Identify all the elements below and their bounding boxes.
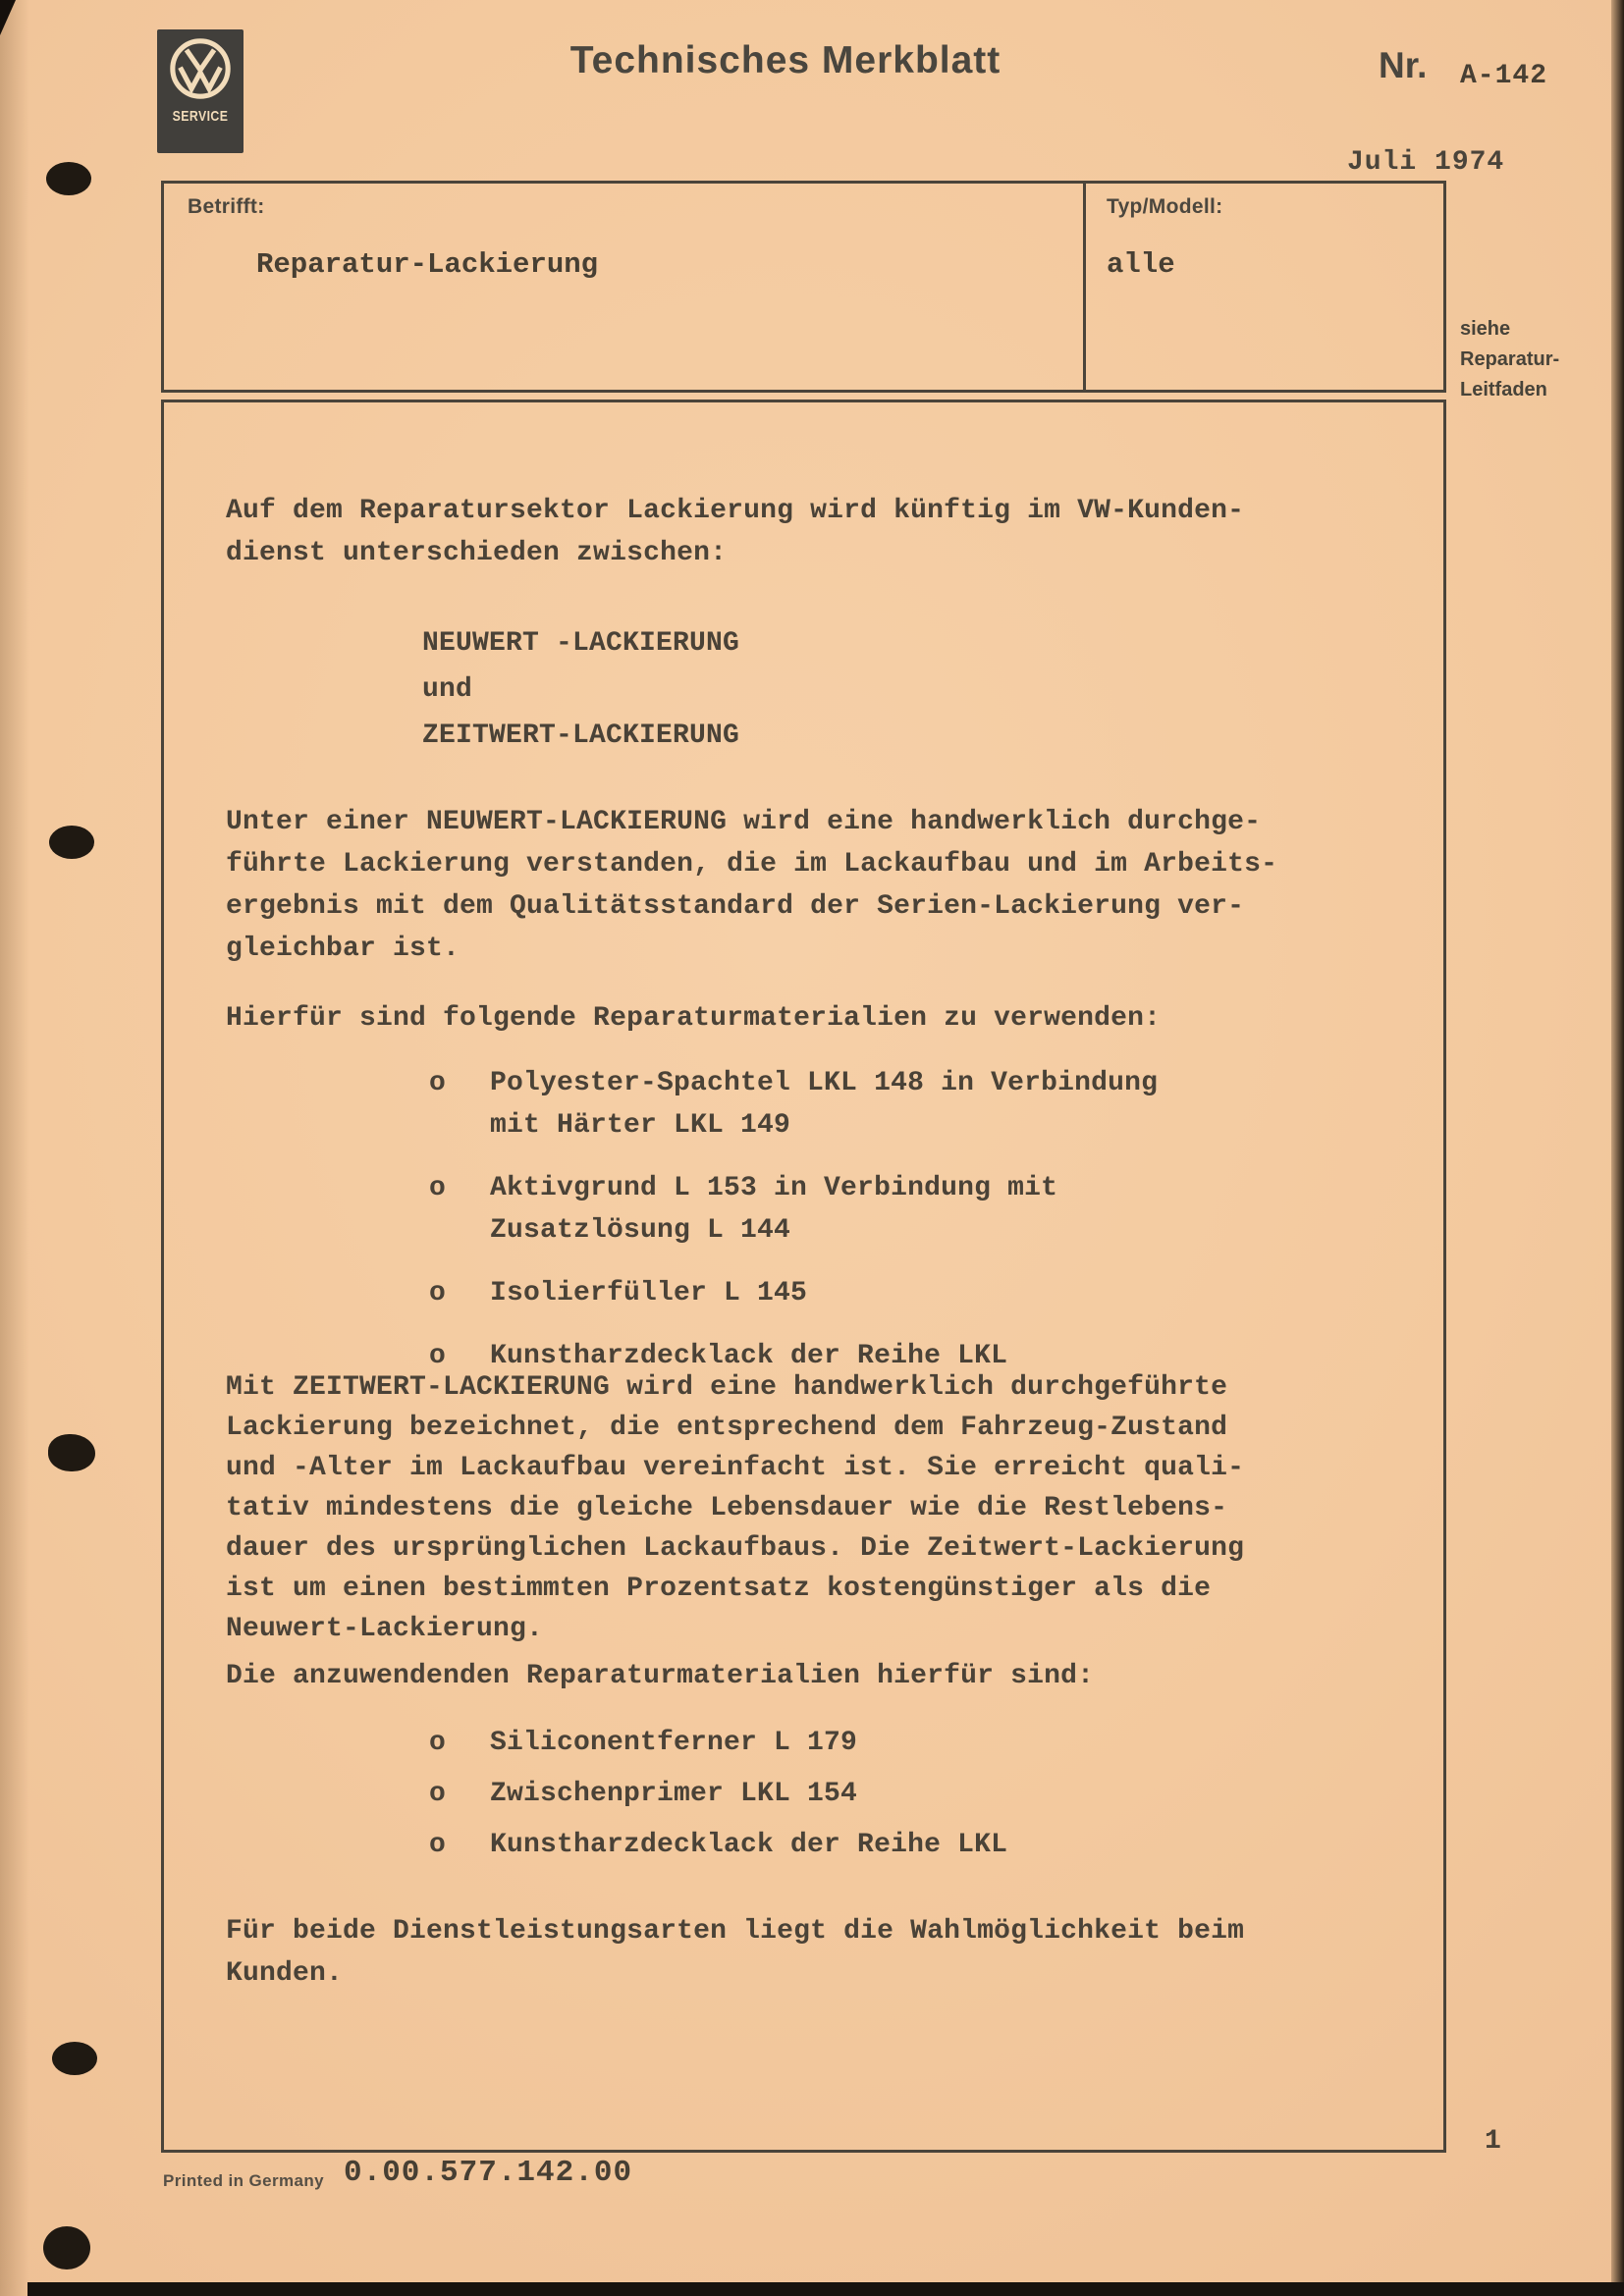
list-item-lines [490,1278,807,1320]
list-item [429,1173,1158,1257]
text-line: Zusatzlösung L 144 [490,1215,791,1246]
bullet-marker: o [429,1068,447,1098]
list-item [429,1278,1158,1320]
logo-service-label: SERVICE [172,108,229,125]
text-line: Leitfaden [1460,379,1547,400]
material-list-1 [429,1068,1158,1404]
bullet-marker: o [429,1341,447,1371]
text-line: führte Lackierung verstanden, die im Lackaufbau und im Arbeits- [226,849,1278,880]
bulletin-number: A-142 [1460,61,1548,91]
issue-date: Juli 1974 [1347,147,1505,178]
text-line: Mit ZEITWERT-LACKIERUNG wird eine handwerklich durchgeführte [226,1372,1228,1403]
paragraph-zeitwert [226,1372,1244,1654]
box-divider [1083,184,1086,390]
material-list-2 [429,1728,1007,1881]
text-line: Aktivgrund L 153 in Verbindung mit [490,1173,1058,1203]
text-line: gleichbar ist. [226,934,460,964]
punch-hole [46,162,91,195]
text-line: Neuwert-Lackierung. [226,1614,544,1644]
punch-hole [48,1434,95,1471]
text-line: mit Härter LKL 149 [490,1110,791,1141]
list-item [429,1068,1158,1152]
paragraph-intro [226,496,1244,580]
list-item [429,1779,1007,1821]
text-line: Siliconentferner L 179 [490,1728,858,1758]
list-item-lines [490,1728,857,1770]
list-item-lines [490,1068,1158,1152]
bullet-marker: o [429,1830,447,1860]
text-line: und -Alter im Lackaufbau vereinfacht ist. Sie erreicht quali- [226,1453,1245,1483]
paragraph-neuwert [226,807,1277,976]
text-line: tativ mindestens die gleiche Lebensdauer wie die Restlebens- [226,1493,1228,1523]
text-line: Isolierfüller L 145 [490,1278,808,1308]
list-item [429,1830,1007,1872]
betrifft-label: Betrifft: [188,195,265,218]
text-line: ist um einen bestimmten Prozentsatz kostengünstiger als die [226,1574,1212,1604]
page-title: Technisches Merkblatt [569,39,1001,81]
text-line: Kunstharzdecklack der Reihe LKL [490,1830,1008,1860]
bullet-marker: o [429,1173,447,1203]
scan-edge-shadow-left [0,0,29,2296]
text-line: siehe [1460,318,1511,340]
bullet-marker: o [429,1728,447,1758]
scan-corner-mark [0,0,16,35]
paragraph-closing [226,1916,1244,2001]
vw-roundel-icon [169,37,232,100]
text-line: dienst unterschieden zwischen: [226,538,728,568]
vw-service-logo [157,29,244,153]
text-line: Unter einer NEUWERT-LACKIERUNG wird eine handwerklich durchge- [226,807,1262,837]
typ-modell-label: Typ/Modell: [1107,195,1223,218]
printed-in-germany-label: Printed in Germany [163,2171,325,2190]
order-number: 0.00.577.142.00 [344,2156,633,2190]
punch-hole [49,826,94,859]
punch-hole [52,2042,97,2075]
text-line: Reparatur- [1460,348,1560,370]
subject-box [161,181,1446,393]
page-number: 1 [1485,2126,1501,2157]
list-item-lines [490,1779,857,1821]
text-line: ergebnis mit dem Qualitätsstandard der Serien-Lackierung ver- [226,891,1245,922]
nr-label: Nr. [1379,45,1428,85]
text-line: Polyester-Spachtel LKL 148 in Verbindung [490,1068,1159,1098]
text-line: Für beide Dienstleistungsarten liegt die Wahlmöglichkeit beim [226,1916,1245,1947]
punch-hole [43,2226,90,2269]
text-line: ZEITWERT-LACKIERUNG [422,721,740,751]
text-line: Lackierung bezeichnet, die entsprechend dem Fahrzeug-Zustand [226,1413,1228,1443]
text-line: NEUWERT -LACKIERUNG [422,628,740,659]
text-line: Zwischenprimer LKL 154 [490,1779,858,1809]
betrifft-value: Reparatur-Lackierung [256,248,599,281]
list-item-lines [490,1173,1057,1257]
paragraph-materials-intro-2: Die anzuwendenden Reparaturmaterialien hierfür sind: [226,1661,1095,1691]
paragraph-materials-intro: Hierfür sind folgende Reparaturmaterialien zu verwenden: [226,1003,1162,1034]
text-line: Auf dem Reparatursektor Lackierung wird künftig im VW-Kunden- [226,496,1245,526]
text-line: Kunstharzdecklack der Reihe LKL [490,1341,1008,1371]
text-line: und [422,674,473,705]
text-line: dauer des ursprünglichen Lackaufbaus. Die Zeitwert-Lackierung [226,1533,1245,1564]
bullet-marker: o [429,1278,447,1308]
term-list [422,628,739,767]
side-note [1460,314,1617,405]
text-line: Kunden. [226,1958,344,1989]
scan-edge-shadow-bottom [27,2282,1624,2296]
bullet-marker: o [429,1779,447,1809]
typ-modell-value: alle [1107,248,1175,281]
list-item [429,1728,1007,1770]
list-item-lines [490,1830,1007,1872]
